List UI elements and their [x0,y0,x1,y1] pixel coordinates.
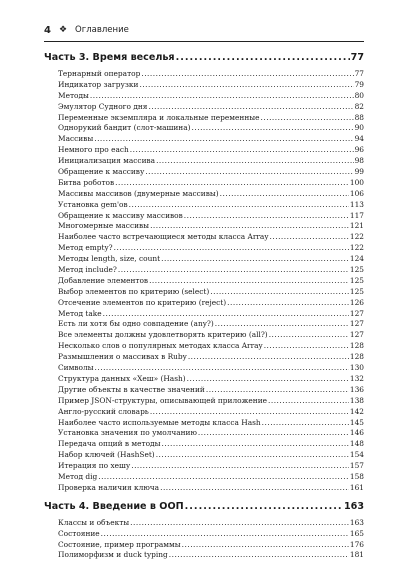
toc-entry-page: 138 [349,395,364,405]
dot-leader [114,243,349,252]
toc-entry-page: 99 [354,167,364,177]
toc-entry[interactable] [44,309,364,320]
toc-entry[interactable] [44,385,364,396]
toc-entry-page: 130 [349,363,364,373]
toc-entry[interactable] [44,232,364,243]
toc-entry[interactable] [44,341,364,352]
toc-entry-page: 125 [349,265,364,275]
toc-entry-title: Проверка наличия ключа [58,482,160,492]
toc-entry[interactable] [44,134,364,145]
dot-leader [206,385,349,394]
toc-entry-title: Однорукий бандит (слот-машина) [58,123,191,133]
dot-leader [188,352,349,361]
dot-leader [169,550,349,559]
dot-leader [161,254,349,263]
toc-entry-page: 161 [349,482,364,492]
toc-entry-title: Методы length, size, count [58,254,161,264]
dot-leader [156,156,354,165]
toc-entry-title: Итерация по хешу [58,461,131,471]
toc-entry-title: Все элементы должны удовлетворять критерию (all?) [58,330,268,340]
toc-entry[interactable] [44,540,364,551]
toc-entry-page: 154 [349,450,364,460]
toc-entry-title: Тернарный оператор [58,69,141,78]
toc-entry[interactable] [44,529,364,540]
toc-entry-title: Пример JSON-структуры, описывающей приложение [58,395,267,405]
dot-leader [261,113,354,122]
toc-entry[interactable] [44,319,364,330]
toc-entry-title: Массивы [58,134,94,144]
toc-entry-title: Набор ключей (HashSet) [58,450,155,460]
toc-entry-page: 124 [349,254,364,264]
toc-entry-title: Метод dig [58,471,98,481]
toc-entry-title: Полиморфизм и duck typing [58,550,168,560]
toc-entry-page: 96 [354,145,364,155]
toc-entry-page: 158 [349,471,364,481]
toc-entry-title: Передача опций в методы [58,439,161,449]
toc-entry-title: Классы и объекты [58,517,130,527]
toc-part-heading[interactable] [44,52,364,69]
toc-entry[interactable] [44,276,364,287]
dot-leader [264,341,349,350]
toc-entry-page: 181 [349,550,364,560]
dot-leader [150,221,349,230]
dot-leader [220,189,349,198]
header-rule [44,41,364,42]
dot-leader [150,407,349,416]
toc-entry[interactable] [44,243,364,254]
diamond-ornament-icon: ❖ [58,25,68,35]
toc-entry-page: 146 [349,428,364,438]
toc-entry[interactable] [44,102,364,113]
toc-entry-page: 127 [349,308,364,318]
toc-entry-page: 125 [349,275,364,285]
dot-leader [145,167,353,176]
toc-entry[interactable] [44,265,364,276]
dot-leader [192,123,354,132]
running-header-title: Оглавление [75,25,129,35]
toc-entry-page: 90 [354,123,364,133]
toc-entry-page: 157 [349,461,364,471]
toc-part-title: Часть 4. Введение в ООП [44,500,184,512]
toc-entry-title: Выбор элементов по критерию (select) [58,286,210,296]
toc-entry[interactable] [44,287,364,298]
dot-leader [187,374,349,383]
dot-leader [210,287,349,296]
toc-entry-page: 163 [349,517,364,527]
dot-leader [182,540,349,549]
toc-entry-title: Инициализация массива [58,156,156,166]
dot-leader [176,52,350,63]
dot-leader [118,265,349,274]
toc-entry-title: Есть ли хотя бы одно совпадение (any?) [58,319,214,329]
toc-entry-page: 88 [354,112,364,122]
toc-entry[interactable] [44,483,364,494]
dot-leader [129,200,349,209]
dot-leader [184,211,349,220]
toc-entry-page: 127 [349,330,364,340]
toc-part-heading[interactable] [44,501,364,518]
toc-entry[interactable] [44,156,364,167]
toc-entry-page: 145 [349,417,364,427]
toc-entry[interactable] [44,91,364,102]
toc-entry[interactable] [44,352,364,363]
toc-entry-page: 128 [349,352,364,362]
toc-entry[interactable] [44,69,364,80]
toc-entry-page: 82 [354,101,364,111]
toc-entry-page: 132 [349,373,364,383]
toc-entry-title: Многомерные массивы [58,221,150,231]
toc-entry-title: Добавление элементов [58,275,149,285]
dot-leader [139,80,353,89]
dot-leader [160,483,349,492]
toc-entry-title: Состояние, пример программы [58,539,181,549]
toc-entry-title: Отсечение элементов по критерию (reject) [58,297,227,307]
toc-entry[interactable] [44,123,364,134]
toc-entry-page: 142 [349,406,364,416]
toc-entry-page: 117 [349,210,364,220]
toc-entry-title: Установка значения по умолчанию [58,428,197,438]
toc-entry-page: 80 [354,90,364,100]
toc-entry-title: Немного про each [58,145,129,155]
toc-entry-page: 125 [349,286,364,296]
toc-entry[interactable] [44,200,364,211]
toc-entry-title: Структура данных «Хеш» (Hash) [58,373,186,383]
dot-leader [262,418,349,427]
toc-entry[interactable] [44,254,364,265]
toc-entry-title: Другие объекты в качестве значений [58,384,205,394]
toc-entry[interactable] [44,189,364,200]
dot-leader [269,330,349,339]
toc-entry-page: 128 [349,341,364,351]
toc-entry-page: 127 [349,319,364,329]
toc-entry-page: 165 [349,528,364,538]
dot-leader [268,396,349,405]
dot-leader [90,91,354,100]
toc-entry[interactable] [44,450,364,461]
toc-entry-title: Наиболее часто встречающиеся методы класса Array [58,232,269,242]
toc-entry-title: Обращение к массиву [58,167,145,177]
toc-entry[interactable] [44,472,364,483]
toc-entry-title: Размышления о массивах в Ruby [58,352,187,362]
toc-entry-title: Обращение к массиву массивов [58,210,183,220]
toc-entry[interactable] [44,374,364,385]
toc-entry-title: Состояние [58,528,100,538]
dot-leader [103,309,349,318]
toc-entry-title: Символы [58,363,94,373]
toc-entry[interactable] [44,461,364,472]
dot-leader [198,428,349,437]
toc-entry-title: Методы [58,90,89,100]
toc-entry-page: 77 [354,69,364,78]
toc-entry[interactable] [44,330,364,341]
toc-entry[interactable] [44,439,364,450]
toc-entry-page: 122 [349,232,364,242]
toc-part-page: 77 [350,52,364,63]
toc-entry-page: 148 [349,439,364,449]
dot-leader [148,102,353,111]
toc-entry[interactable] [44,428,364,439]
dot-leader [94,134,353,143]
toc-entry[interactable] [44,363,364,374]
toc-entry[interactable] [44,298,364,309]
toc-entry-title: Наиболее часто используемые методы класса Hash [58,417,261,427]
toc-entry-page: 136 [349,384,364,394]
toc-entry[interactable] [44,407,364,418]
dot-leader [101,529,349,538]
toc-entry-title: Метод include? [58,265,117,275]
dot-leader [141,69,353,78]
toc-entry[interactable] [44,145,364,156]
toc-entry-title: Несколько слов о популярных методах класса Array [58,341,263,351]
dot-leader [95,363,349,372]
toc-entry-title: Массивы массивов (двумерные массивы) [58,188,219,198]
toc-entry[interactable] [44,178,364,189]
toc-entry-title: Индикатор загрузки [58,79,139,89]
dot-leader [161,439,348,448]
toc-entry-page: 94 [354,134,364,144]
dot-leader [130,145,354,154]
toc-entry-page: 122 [349,243,364,253]
toc-entry[interactable] [44,211,364,222]
toc-entry-title: Англо-русский словарь [58,406,149,416]
toc-entry-title: Эмулятор Судного дня [58,101,148,111]
toc-entry-page: 106 [349,188,364,198]
toc-entry[interactable] [44,396,364,407]
toc-entry-page: 100 [349,177,364,187]
toc-entry-title: Переменные экземпляра и локальные переменные [58,112,260,122]
toc-entry-page: 79 [354,79,364,89]
dot-leader [270,232,349,241]
toc-part-title: Часть 3. Время веселья [44,52,175,63]
table-of-contents [44,52,364,561]
toc-entry-page: 98 [354,156,364,166]
dot-leader [149,276,349,285]
toc-entry-title: Метод empty? [58,243,113,253]
toc-entry-title: Установка gem'ов [58,199,128,209]
toc-entry-page: 113 [349,199,364,209]
toc-entry-page: 121 [349,221,364,231]
toc-entry[interactable] [44,550,364,561]
toc-entry[interactable] [44,221,364,232]
dot-leader [185,501,343,512]
dot-leader [156,450,349,459]
toc-entry[interactable] [44,418,364,429]
dot-leader [115,178,349,187]
toc-entry[interactable] [44,113,364,124]
dot-leader [215,319,349,328]
dot-leader [130,518,349,527]
page-number: 4 [44,24,51,36]
toc-entry-page: 126 [349,297,364,307]
dot-leader [131,461,349,470]
running-header [44,23,364,37]
toc-entry-title: Метод take [58,308,102,318]
toc-entry[interactable] [44,518,364,529]
dot-leader [227,298,349,307]
dot-leader [98,472,349,481]
toc-part-page: 163 [343,500,364,512]
toc-entry-title: Битва роботов [58,177,115,187]
toc-entry[interactable] [44,167,364,178]
toc-entry-page: 176 [349,539,364,549]
toc-entry[interactable] [44,80,364,91]
